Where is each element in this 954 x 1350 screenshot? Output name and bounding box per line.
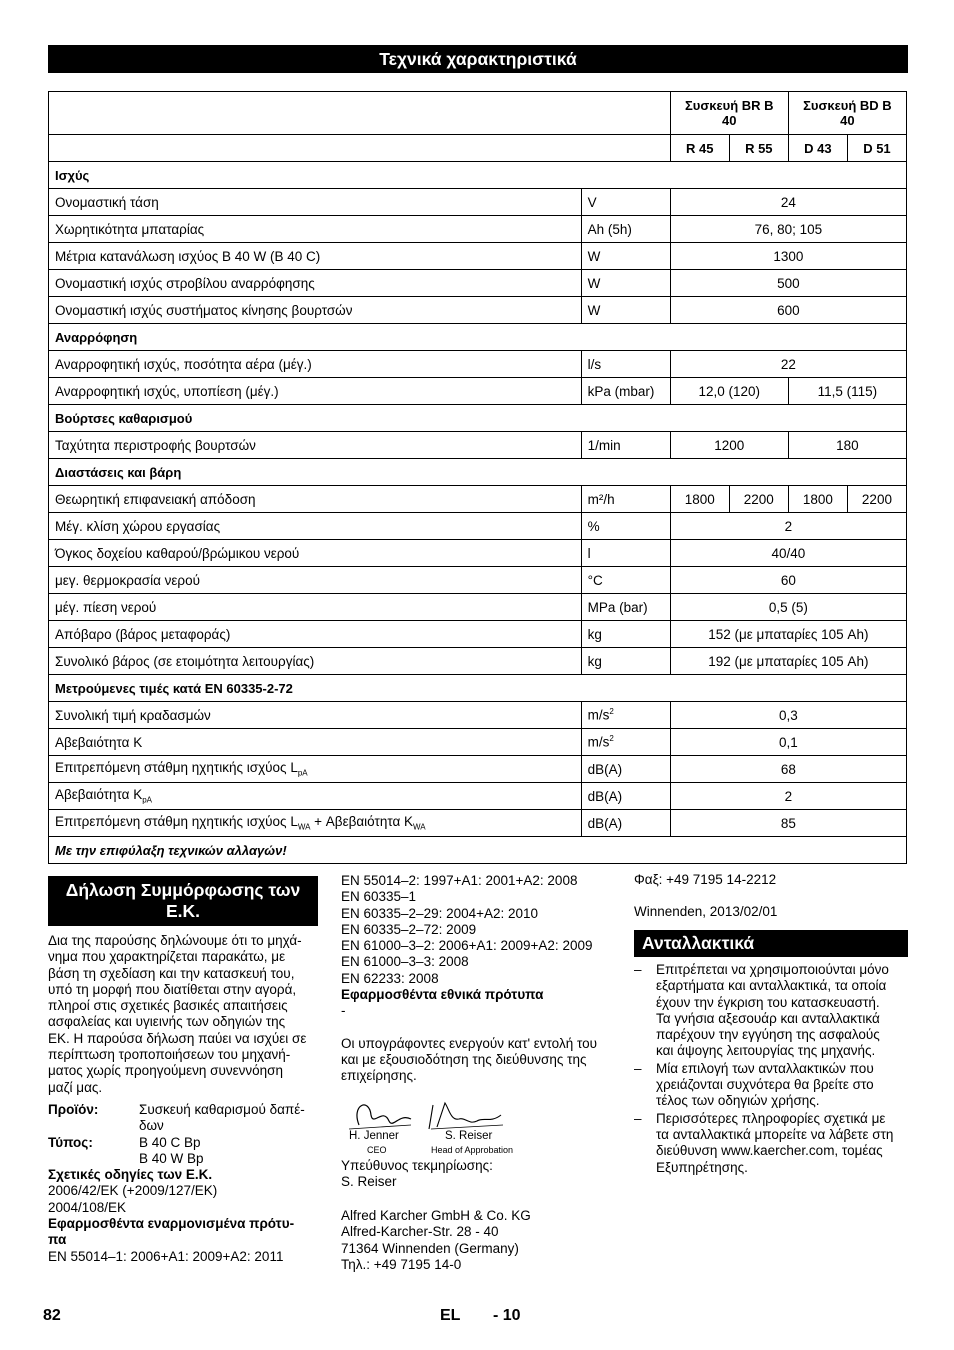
signature-image xyxy=(341,1095,541,1135)
header-bd-b40: Συσκευή BD B 40 xyxy=(788,92,906,135)
declaration-column-3 xyxy=(634,872,908,921)
table-row: Μέτρια κατανάλωση ισχύος B 40 W (B 40 C) W 1300 xyxy=(49,243,907,270)
header-r45: R 45 xyxy=(670,135,729,162)
declaration-body: Δια της παρούσης δηλώνουμε ότι το μηχά- νημα που χαρακτηρίζεται παρακάτω, με βάση τη σχεδίαση και την κατασκευή του, υπό τη μορφή που διατίθεται στην αγορά, πληροί στις σχετικές βασικές απαιτήσεις ασφαλείας και υγιεινής των οδηγιών της ΕΚ. Η παρούσα δήλωση παύει να ισχύει σε περίπτωση τροποποιήσεων του μηχανή- ματος χωρίς προηγούμενη συνεννόηση μαζί μας. Προϊόν: Συσκευή καθαρισμού δαπέ- δων Τύπος: B 40 C Bp B 40 W Bp Σχετικές οδηγίες των Ε.Κ. 2006/42/EK (+2009/127/EK) 2004/108/EK Εφαρμοσθέντα εναρμονισμένα πρότυ- πα EN 55014–1: 2006+A1: 2009+A2: 2011 xyxy=(48,933,322,1265)
product-row: Προϊόν: Συσκευή καθαρισμού δαπέ- δων xyxy=(48,1101,305,1134)
table-subheader-row xyxy=(49,135,907,162)
section-brushes: Βούρτσες καθαρισμού xyxy=(49,405,907,432)
language-code: EL xyxy=(440,1307,461,1324)
table-row: Χωρητικότητα μπαταρίας Ah (5h) 76, 80; 105 xyxy=(49,216,907,243)
type-row: Τύπος: B 40 C Bp B 40 W Bp xyxy=(48,1134,204,1166)
table-row: Ονομαστική τάση V 24 xyxy=(49,189,907,216)
list-item: – Επιτρέπεται να χρησιμοποιούνται μόνο εξαρτήματα και ανταλλακτικά, τα οποία έχουν την έγκριση του κατασκευαστή. Τα γνήσια αξεσουάρ και ανταλλακτικά παρέχουν την εγγύηση της ασφαλούς και άψογης λειτουργίας της μηχανής. xyxy=(634,962,889,1059)
table-row: Αβεβαιότητα K $m/s^2$ 0,1 xyxy=(49,729,907,756)
date: Winnenden, 2013/02/01 xyxy=(634,904,778,920)
table-header-row xyxy=(49,92,907,135)
table-row: Απόβαρο (βάρος μεταφοράς) kg 152 (με μπαταρίες 105 Ah) xyxy=(49,621,907,648)
table-row: Ταχύτητα περιστροφής βουρτσών 1/min 1200 180 xyxy=(49,432,907,459)
fax: Φαξ: +49 7195 14-2212 xyxy=(634,872,777,887)
header-d51: D 51 xyxy=(847,135,906,162)
section-title-specs: Τεχνικά χαρακτηριστικά xyxy=(48,45,908,73)
section-suction: Αναρρόφηση xyxy=(49,324,907,351)
spec-table xyxy=(48,91,907,864)
section-power: Ισχύς xyxy=(49,162,907,189)
spare-parts-list xyxy=(634,962,908,1177)
list-item: – Μία επιλογή των ανταλλακτικών που χρειάζονται συχνότερα θα βρείτε στο τέλος των οδηγιών χρήσης. xyxy=(634,1060,874,1109)
table-row: Αναρροφητική ισχύς, ποσότητα αέρα (μέγ.) l/s 22 xyxy=(49,351,907,378)
header-d43: D 43 xyxy=(788,135,847,162)
list-item: – Περισσότερες πληροφορίες σχετικά με τα ανταλλακτικά μπορείτε να λάβετε στη διεύθυνση www.kaercher.com, τομέας Εξυπηρέτησης. xyxy=(634,1110,894,1175)
signer1-name: H. Jenner xyxy=(349,1130,399,1142)
table-row: μεγ. θερμοκρασία νερού °C 60 xyxy=(49,567,907,594)
table-row: Μέγ. κλίση χώρου εργασίας % 2 xyxy=(49,513,907,540)
section-page-number: - 10 xyxy=(493,1307,521,1324)
directives-title: Σχετικές οδηγίες των Ε.Κ. xyxy=(48,1167,213,1183)
technical-changes-note: Με την επιφύλαξη τεχνικών αλλαγών! xyxy=(49,837,907,864)
table-row: Συνολική τιμή κραδασμών $m/s^2$ 0,3 xyxy=(49,702,907,729)
table-row: Θεωρητική επιφανειακή απόδοση m²/h 1800 2200 1800 2200 xyxy=(49,486,907,513)
section-measured: Μετρούμενες τιμές κατά EN 60335-2-72 xyxy=(49,675,907,702)
signer1-role: CEO xyxy=(367,1145,387,1155)
header-r55: R 55 xyxy=(729,135,788,162)
table-row: Ονομαστική ισχύς στροβίλου αναρρόφησης W 500 xyxy=(49,270,907,297)
page-number: 82 xyxy=(43,1307,61,1324)
table-row: Αναρροφητική ισχύς, υποπίεση (μέγ.) kPa (mbar) 12,0 (120) 11,5 (115) xyxy=(49,378,907,405)
section-title-declaration: Δήλωση Συμμόρφωσης των Ε.Κ. xyxy=(48,876,318,926)
signer2-name: S. Reiser xyxy=(445,1130,493,1142)
table-row: μέγ. πίεση νερού MPa (bar) 0,5 (5) xyxy=(49,594,907,621)
table-row: Επιτρεπόμενη στάθμη ηχητικής ισχύος $L_{pA}$ dB(A) 68 xyxy=(49,756,907,783)
table-row: Ονομαστική ισχύς συστήματος κίνησης βουρτσών W 600 xyxy=(49,297,907,324)
table-row: Συνολικό βάρος (σε ετοιμότητα λειτουργίας) kg 192 (με μπαταρίες 105 Ah) xyxy=(49,648,907,675)
header-br-b40: Συσκευή BR B 40 xyxy=(670,92,788,135)
section-dimensions: Διαστάσεις και βάρη xyxy=(49,459,907,486)
section-title-spare-parts: Ανταλλακτικά xyxy=(634,930,908,957)
signer2-role: Head of Approbation xyxy=(431,1145,514,1155)
declaration-column-2: EN 55014–2: 1997+A1: 2001+A2: 2008 EN 60335–1 EN 60335–2–29: 2004+A2: 2010 EN 60335–2–72: 2009 EN 61000–3–2: 2006+A1: 2009+A2: 2009 EN 61000–3–3: 2008 EN 62233: 2008 Εφαρμοσθέντα εθνικά πρότυπα - Οι υπογράφοντες ενεργούν κατ' εντολή του και με εξουσιοδότηση της διεύθυνσης της επιχείρησης. Υπεύθυνος τεκμηρίωσης: S. Reiser Alfred Karcher GmbH & Co. KG Alfred-Karcher-Str. 28 - 40 71364 Winnenden (Germany) Τηλ.: +49 7195 14-0 xyxy=(341,873,616,1273)
table-row: Επιτρεπόμενη στάθμη ηχητικής ισχύος $L_{WA} + A\beta\varepsilon\beta\alpha\iota ό\tau\eta\tau\alpha$ $K_{WA}$ dB(A) 85 xyxy=(49,810,907,837)
table-row: Όγκος δοχείου καθαρού/βρώμικου νερού l 40/40 xyxy=(49,540,907,567)
national-standards-title: Εφαρμοσθέντα εθνικά πρότυπα xyxy=(341,987,544,1003)
signatures xyxy=(341,1095,541,1157)
table-row: Αβεβαιότητα $K_{pA}$ dB(A) 2 xyxy=(49,783,907,810)
